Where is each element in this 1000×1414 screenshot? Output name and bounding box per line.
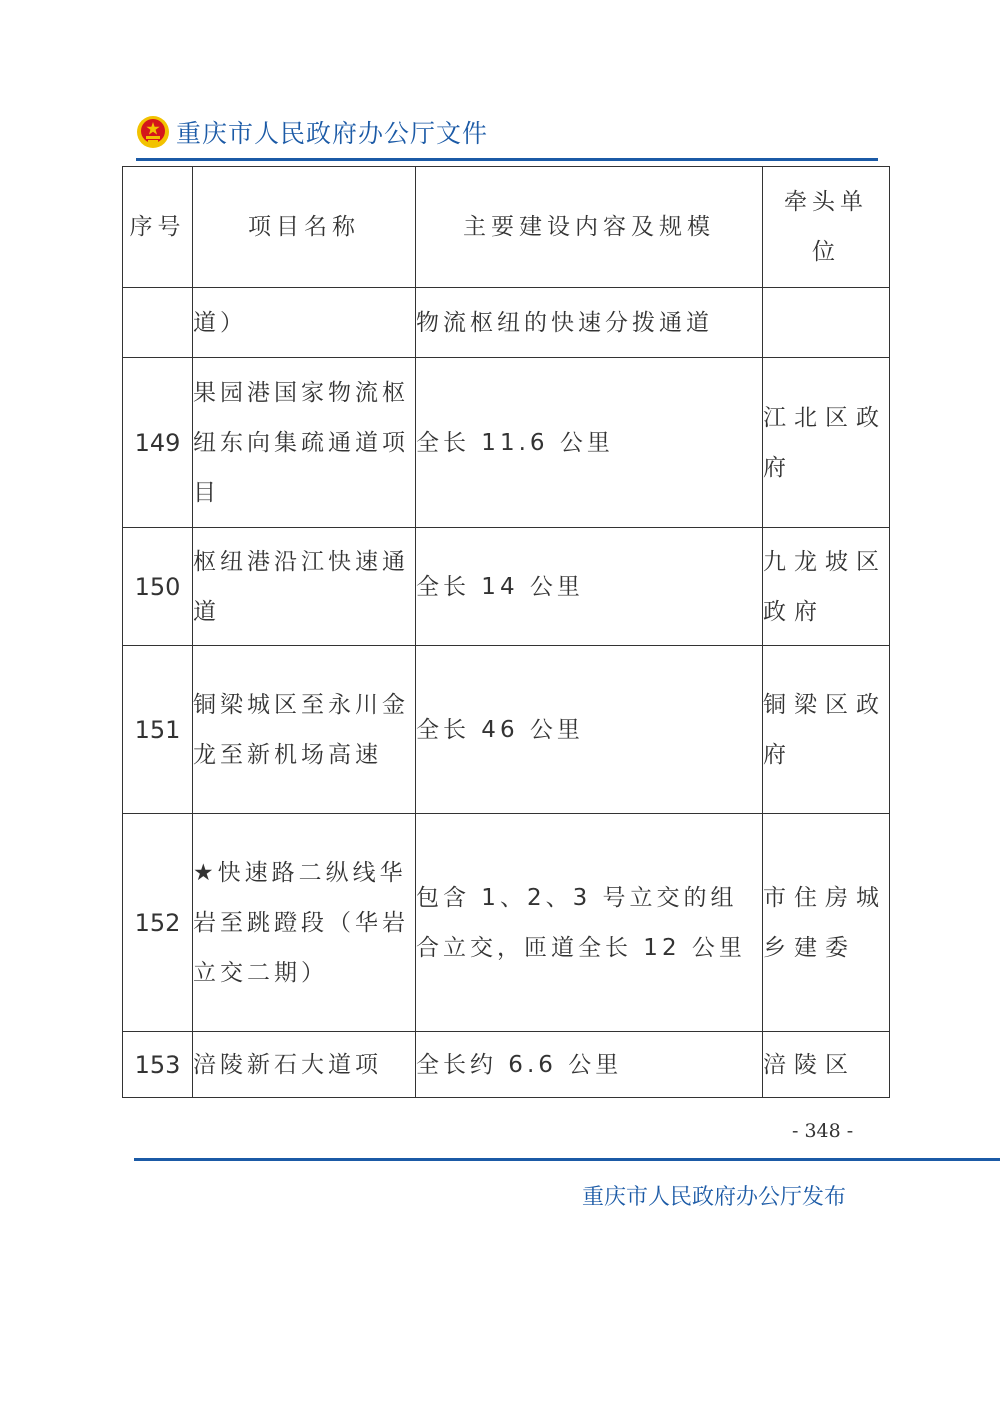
table-row [123, 358, 890, 528]
header-divider [136, 158, 878, 161]
row-num: 153 [123, 1032, 193, 1098]
row-num: 149 [123, 358, 193, 528]
table-row [123, 1032, 890, 1098]
table-row [123, 814, 890, 1032]
table-header-row [123, 167, 890, 288]
row-content: 物流枢纽的快速分拨通道 [416, 288, 763, 358]
row-num: 152 [123, 814, 193, 1032]
table-row [123, 528, 890, 646]
row-name: 道） [193, 288, 416, 358]
table-row [123, 646, 890, 814]
column-header-content: 主要建设内容及规模 [416, 167, 763, 288]
footer-divider [134, 1158, 1000, 1161]
row-dept: 涪陵区 [763, 1032, 890, 1098]
row-dept [763, 288, 890, 358]
footer-publisher: 重庆市人民政府办公厅发布 [582, 1185, 847, 1210]
row-num: 150 [123, 528, 193, 646]
row-num: 151 [123, 646, 193, 814]
column-header-dept: 牵头单位 [763, 167, 890, 288]
page-number: - 348 - [792, 1120, 854, 1142]
row-dept: 市住房城乡建委 [763, 814, 890, 1032]
row-content: 全长 11.6 公里 [416, 358, 763, 528]
row-dept: 九龙坡区政府 [763, 528, 890, 646]
row-name: ★快速路二纵线华岩至跳蹬段（华岩立交二期） [193, 814, 416, 1032]
row-content: 全长约 6.6 公里 [416, 1032, 763, 1098]
national-emblem-icon [136, 115, 170, 149]
column-header-name: 项目名称 [193, 167, 416, 288]
project-table [122, 166, 890, 1098]
row-name: 涪陵新石大道项 [193, 1032, 416, 1098]
row-num [123, 288, 193, 358]
row-content: 包含 1、2、3 号立交的组合立交，匝道全长 12 公里 [416, 814, 763, 1032]
header-title: 重庆市人民政府办公厅文件 [176, 119, 489, 148]
row-name: 枢纽港沿江快速通道 [193, 528, 416, 646]
row-content: 全长 46 公里 [416, 646, 763, 814]
row-name: 铜梁城区至永川金龙至新机场高速 [193, 646, 416, 814]
column-header-num: 序号 [123, 167, 193, 288]
table-row [123, 288, 890, 358]
row-name: 果园港国家物流枢纽东向集疏通道项目 [193, 358, 416, 528]
row-dept: 铜梁区政府 [763, 646, 890, 814]
row-dept: 江北区政府 [763, 358, 890, 528]
document-header [136, 112, 488, 152]
row-content: 全长 14 公里 [416, 528, 763, 646]
